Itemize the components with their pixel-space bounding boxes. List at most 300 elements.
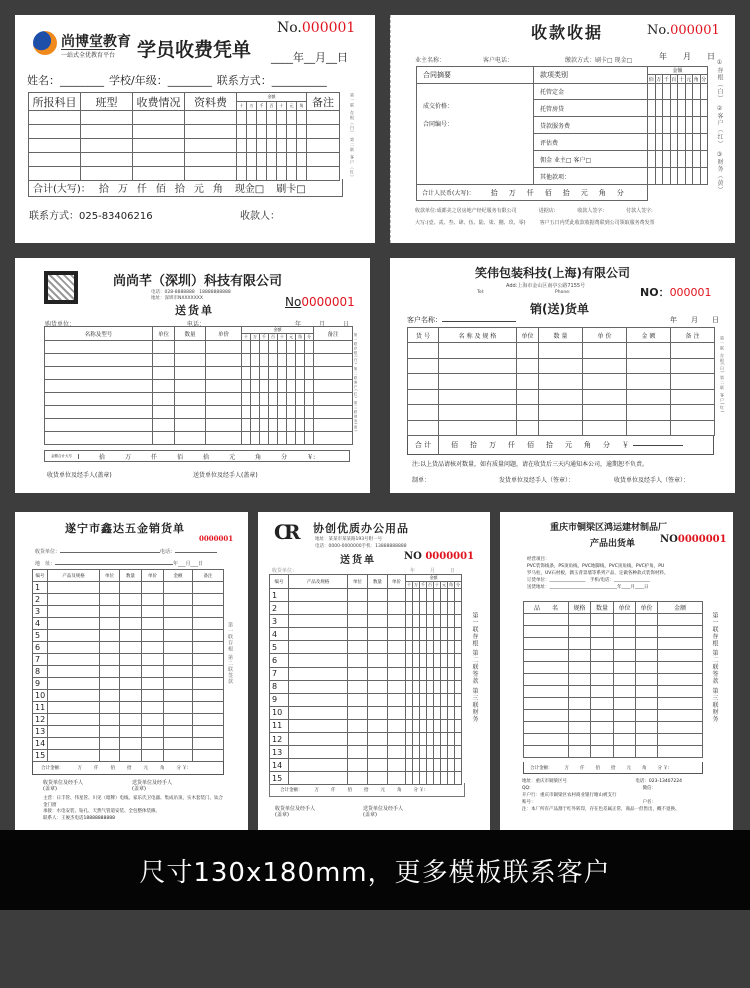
table-cell[interactable] bbox=[257, 111, 267, 125]
table-cell[interactable] bbox=[120, 630, 142, 642]
table-cell[interactable] bbox=[413, 693, 420, 706]
table-cell[interactable] bbox=[289, 733, 348, 746]
table-cell[interactable] bbox=[120, 702, 142, 714]
table-cell[interactable] bbox=[658, 686, 703, 698]
table-cell[interactable] bbox=[434, 706, 441, 719]
table-cell[interactable] bbox=[48, 666, 100, 678]
table-cell[interactable] bbox=[100, 654, 120, 666]
table-cell[interactable] bbox=[314, 406, 353, 419]
table-cell[interactable] bbox=[591, 722, 614, 734]
table-cell[interactable] bbox=[348, 641, 368, 654]
table-cell[interactable] bbox=[100, 702, 120, 714]
table-cell[interactable] bbox=[100, 738, 120, 750]
table-cell[interactable] bbox=[636, 614, 658, 626]
table-cell[interactable] bbox=[614, 746, 636, 758]
table-cell[interactable] bbox=[455, 654, 462, 667]
table-cell[interactable] bbox=[48, 678, 100, 690]
table-cell[interactable] bbox=[455, 719, 462, 732]
table-cell[interactable] bbox=[242, 419, 251, 432]
table-cell[interactable] bbox=[406, 602, 413, 615]
table-cell[interactable] bbox=[406, 680, 413, 693]
table-cell[interactable] bbox=[287, 380, 296, 393]
table-cell[interactable] bbox=[569, 722, 591, 734]
table-cell[interactable] bbox=[142, 750, 164, 762]
table-cell[interactable] bbox=[48, 594, 100, 606]
table-cell[interactable] bbox=[314, 380, 353, 393]
table-cell[interactable] bbox=[591, 710, 614, 722]
table-cell[interactable] bbox=[251, 380, 260, 393]
table-cell[interactable] bbox=[193, 750, 224, 762]
table-cell[interactable] bbox=[48, 726, 100, 738]
table-cell[interactable] bbox=[569, 614, 591, 626]
table-cell[interactable] bbox=[193, 582, 224, 594]
table-cell[interactable] bbox=[277, 125, 287, 139]
table-cell[interactable] bbox=[434, 759, 441, 772]
table-cell[interactable] bbox=[368, 602, 388, 615]
table-cell[interactable] bbox=[289, 667, 348, 680]
table-cell[interactable] bbox=[348, 654, 368, 667]
table-cell[interactable] bbox=[153, 393, 175, 406]
amount-cell[interactable] bbox=[655, 117, 663, 134]
table-cell[interactable] bbox=[388, 746, 406, 759]
table-cell[interactable] bbox=[289, 602, 348, 615]
table-cell[interactable] bbox=[175, 406, 206, 419]
table-cell[interactable] bbox=[524, 650, 569, 662]
table-cell[interactable] bbox=[591, 650, 614, 662]
table-cell[interactable] bbox=[257, 139, 267, 153]
table-cell[interactable] bbox=[636, 734, 658, 746]
table-cell[interactable] bbox=[671, 389, 715, 405]
table-cell[interactable] bbox=[539, 389, 583, 405]
table-cell[interactable] bbox=[636, 746, 658, 758]
table-cell[interactable] bbox=[671, 343, 715, 359]
table-cell[interactable] bbox=[368, 719, 388, 732]
table-cell[interactable] bbox=[278, 432, 287, 445]
table-cell[interactable] bbox=[636, 674, 658, 686]
table-cell[interactable] bbox=[671, 358, 715, 374]
table-cell[interactable] bbox=[305, 341, 314, 354]
table-cell[interactable] bbox=[175, 367, 206, 380]
table-cell[interactable] bbox=[517, 405, 539, 421]
table-cell[interactable] bbox=[524, 734, 569, 746]
table-cell[interactable] bbox=[175, 380, 206, 393]
amount-cell[interactable] bbox=[648, 84, 656, 100]
table-cell[interactable] bbox=[120, 690, 142, 702]
table-cell[interactable] bbox=[289, 641, 348, 654]
table-cell[interactable] bbox=[591, 614, 614, 626]
table-cell[interactable] bbox=[120, 606, 142, 618]
card-checkbox[interactable]: 刷卡□ bbox=[276, 184, 306, 195]
table-cell[interactable] bbox=[569, 626, 591, 638]
table-cell[interactable] bbox=[100, 618, 120, 630]
table-cell[interactable] bbox=[260, 354, 269, 367]
table-cell[interactable] bbox=[260, 367, 269, 380]
cash-checkbox[interactable]: 现金□ bbox=[234, 184, 265, 195]
amount-cell[interactable] bbox=[648, 134, 656, 151]
table-cell[interactable] bbox=[278, 354, 287, 367]
amount-cell[interactable] bbox=[663, 100, 671, 117]
table-cell[interactable] bbox=[297, 139, 307, 153]
table-cell[interactable] bbox=[388, 641, 406, 654]
table-cell[interactable] bbox=[441, 602, 448, 615]
table-cell[interactable] bbox=[269, 354, 278, 367]
table-cell[interactable] bbox=[524, 662, 569, 674]
table-cell[interactable] bbox=[455, 602, 462, 615]
table-cell[interactable] bbox=[242, 432, 251, 445]
table-cell[interactable] bbox=[427, 733, 434, 746]
table-cell[interactable] bbox=[247, 139, 257, 153]
table-cell[interactable] bbox=[348, 746, 368, 759]
table-cell[interactable] bbox=[348, 589, 368, 602]
table-cell[interactable] bbox=[153, 432, 175, 445]
table-cell[interactable] bbox=[583, 405, 627, 421]
table-cell[interactable] bbox=[569, 674, 591, 686]
amount-cell[interactable] bbox=[693, 84, 701, 100]
table-cell[interactable] bbox=[206, 393, 242, 406]
table-cell[interactable] bbox=[120, 594, 142, 606]
table-cell[interactable] bbox=[434, 602, 441, 615]
table-cell[interactable] bbox=[296, 406, 305, 419]
table-cell[interactable] bbox=[658, 710, 703, 722]
table-cell[interactable] bbox=[287, 139, 297, 153]
table-cell[interactable] bbox=[29, 111, 81, 125]
table-cell[interactable] bbox=[627, 405, 671, 421]
table-cell[interactable] bbox=[81, 153, 133, 167]
amount-cell[interactable] bbox=[670, 151, 678, 168]
table-cell[interactable] bbox=[305, 367, 314, 380]
table-cell[interactable] bbox=[420, 615, 427, 628]
table-cell[interactable] bbox=[420, 628, 427, 641]
table-cell[interactable] bbox=[406, 733, 413, 746]
table-cell[interactable] bbox=[658, 626, 703, 638]
amount-cell[interactable] bbox=[685, 134, 693, 151]
table-cell[interactable] bbox=[100, 606, 120, 618]
table-cell[interactable] bbox=[206, 367, 242, 380]
table-cell[interactable] bbox=[120, 618, 142, 630]
table-cell[interactable] bbox=[193, 726, 224, 738]
table-cell[interactable] bbox=[434, 746, 441, 759]
table-cell[interactable] bbox=[348, 628, 368, 641]
table-cell[interactable] bbox=[524, 698, 569, 710]
table-cell[interactable] bbox=[420, 667, 427, 680]
table-cell[interactable] bbox=[614, 626, 636, 638]
table-cell[interactable] bbox=[434, 680, 441, 693]
table-cell[interactable] bbox=[636, 650, 658, 662]
table-cell[interactable] bbox=[524, 614, 569, 626]
table-cell[interactable] bbox=[193, 678, 224, 690]
table-cell[interactable] bbox=[251, 393, 260, 406]
table-cell[interactable] bbox=[142, 738, 164, 750]
table-cell[interactable] bbox=[368, 680, 388, 693]
table-cell[interactable] bbox=[413, 759, 420, 772]
table-cell[interactable] bbox=[247, 125, 257, 139]
table-cell[interactable] bbox=[614, 734, 636, 746]
table-cell[interactable] bbox=[406, 759, 413, 772]
table-cell[interactable] bbox=[206, 419, 242, 432]
amount-cell[interactable] bbox=[678, 117, 686, 134]
table-cell[interactable] bbox=[408, 389, 439, 405]
table-cell[interactable] bbox=[29, 153, 81, 167]
table-cell[interactable] bbox=[406, 667, 413, 680]
table-cell[interactable] bbox=[517, 374, 539, 390]
table-cell[interactable] bbox=[406, 746, 413, 759]
table-cell[interactable] bbox=[260, 393, 269, 406]
table-cell[interactable] bbox=[242, 341, 251, 354]
amount-cell[interactable] bbox=[685, 168, 693, 185]
table-cell[interactable] bbox=[296, 432, 305, 445]
table-cell[interactable] bbox=[420, 733, 427, 746]
table-cell[interactable] bbox=[269, 432, 278, 445]
table-cell[interactable] bbox=[368, 628, 388, 641]
table-cell[interactable] bbox=[153, 419, 175, 432]
table-cell[interactable] bbox=[420, 719, 427, 732]
table-cell[interactable] bbox=[348, 719, 368, 732]
amount-cell[interactable] bbox=[685, 84, 693, 100]
table-cell[interactable] bbox=[305, 419, 314, 432]
table-cell[interactable] bbox=[164, 702, 193, 714]
table-cell[interactable] bbox=[427, 615, 434, 628]
table-cell[interactable] bbox=[314, 393, 353, 406]
table-cell[interactable] bbox=[441, 759, 448, 772]
table-cell[interactable] bbox=[251, 354, 260, 367]
table-cell[interactable] bbox=[420, 602, 427, 615]
table-cell[interactable] bbox=[569, 662, 591, 674]
table-cell[interactable] bbox=[120, 582, 142, 594]
amount-cell[interactable] bbox=[678, 151, 686, 168]
table-cell[interactable] bbox=[658, 614, 703, 626]
table-cell[interactable] bbox=[413, 628, 420, 641]
table-cell[interactable] bbox=[142, 678, 164, 690]
table-cell[interactable] bbox=[260, 406, 269, 419]
table-cell[interactable] bbox=[583, 389, 627, 405]
table-cell[interactable] bbox=[408, 358, 439, 374]
table-cell[interactable] bbox=[185, 139, 237, 153]
table-cell[interactable] bbox=[269, 341, 278, 354]
table-cell[interactable] bbox=[524, 626, 569, 638]
table-cell[interactable] bbox=[242, 367, 251, 380]
table-cell[interactable] bbox=[441, 641, 448, 654]
amount-cell[interactable] bbox=[700, 168, 708, 185]
table-cell[interactable] bbox=[247, 153, 257, 167]
table-cell[interactable] bbox=[287, 354, 296, 367]
table-cell[interactable] bbox=[267, 139, 277, 153]
table-cell[interactable] bbox=[569, 746, 591, 758]
table-cell[interactable] bbox=[193, 630, 224, 642]
table-cell[interactable] bbox=[278, 341, 287, 354]
table-cell[interactable] bbox=[434, 628, 441, 641]
table-cell[interactable] bbox=[29, 125, 81, 139]
table-cell[interactable] bbox=[120, 678, 142, 690]
amount-cell[interactable] bbox=[693, 168, 701, 185]
table-cell[interactable] bbox=[100, 630, 120, 642]
table-cell[interactable] bbox=[287, 419, 296, 432]
amount-cell[interactable] bbox=[693, 151, 701, 168]
table-cell[interactable] bbox=[427, 589, 434, 602]
table-cell[interactable] bbox=[420, 680, 427, 693]
table-cell[interactable] bbox=[237, 125, 247, 139]
table-cell[interactable] bbox=[658, 722, 703, 734]
table-cell[interactable] bbox=[193, 666, 224, 678]
table-cell[interactable] bbox=[251, 432, 260, 445]
table-cell[interactable] bbox=[448, 680, 455, 693]
table-cell[interactable] bbox=[305, 432, 314, 445]
table-cell[interactable] bbox=[120, 714, 142, 726]
table-cell[interactable] bbox=[434, 615, 441, 628]
table-cell[interactable] bbox=[434, 733, 441, 746]
amount-cell[interactable] bbox=[685, 100, 693, 117]
table-cell[interactable] bbox=[583, 374, 627, 390]
table-cell[interactable] bbox=[133, 111, 185, 125]
table-cell[interactable] bbox=[296, 419, 305, 432]
table-cell[interactable] bbox=[289, 706, 348, 719]
table-cell[interactable] bbox=[193, 618, 224, 630]
table-cell[interactable] bbox=[164, 726, 193, 738]
table-cell[interactable] bbox=[448, 602, 455, 615]
amount-cell[interactable] bbox=[670, 100, 678, 117]
table-cell[interactable] bbox=[627, 343, 671, 359]
table-cell[interactable] bbox=[48, 618, 100, 630]
table-cell[interactable] bbox=[142, 666, 164, 678]
table-cell[interactable] bbox=[413, 680, 420, 693]
table-cell[interactable] bbox=[45, 406, 153, 419]
table-cell[interactable] bbox=[164, 594, 193, 606]
table-cell[interactable] bbox=[348, 693, 368, 706]
table-cell[interactable] bbox=[406, 693, 413, 706]
table-cell[interactable] bbox=[427, 693, 434, 706]
amount-cell[interactable] bbox=[655, 134, 663, 151]
table-cell[interactable] bbox=[296, 367, 305, 380]
table-cell[interactable] bbox=[287, 432, 296, 445]
amount-cell[interactable] bbox=[655, 100, 663, 117]
table-cell[interactable] bbox=[164, 618, 193, 630]
table-cell[interactable] bbox=[260, 419, 269, 432]
table-cell[interactable] bbox=[287, 367, 296, 380]
table-cell[interactable] bbox=[420, 746, 427, 759]
table-cell[interactable] bbox=[153, 367, 175, 380]
table-cell[interactable] bbox=[153, 380, 175, 393]
amount-cell[interactable] bbox=[700, 100, 708, 117]
table-cell[interactable] bbox=[45, 419, 153, 432]
table-cell[interactable] bbox=[388, 615, 406, 628]
table-cell[interactable] bbox=[267, 153, 277, 167]
table-cell[interactable] bbox=[614, 674, 636, 686]
table-cell[interactable] bbox=[388, 628, 406, 641]
table-cell[interactable] bbox=[296, 393, 305, 406]
table-cell[interactable] bbox=[441, 615, 448, 628]
table-cell[interactable] bbox=[48, 642, 100, 654]
table-cell[interactable] bbox=[408, 420, 439, 436]
table-cell[interactable] bbox=[133, 125, 185, 139]
table-cell[interactable] bbox=[539, 374, 583, 390]
table-cell[interactable] bbox=[448, 641, 455, 654]
table-cell[interactable] bbox=[413, 615, 420, 628]
table-cell[interactable] bbox=[420, 589, 427, 602]
table-cell[interactable] bbox=[368, 589, 388, 602]
table-cell[interactable] bbox=[368, 706, 388, 719]
amount-cell[interactable] bbox=[693, 100, 701, 117]
table-cell[interactable] bbox=[569, 734, 591, 746]
amount-cell[interactable] bbox=[700, 134, 708, 151]
table-cell[interactable] bbox=[153, 406, 175, 419]
table-cell[interactable] bbox=[441, 746, 448, 759]
table-cell[interactable] bbox=[193, 594, 224, 606]
table-cell[interactable] bbox=[569, 698, 591, 710]
table-cell[interactable] bbox=[48, 738, 100, 750]
table-cell[interactable] bbox=[439, 343, 517, 359]
table-cell[interactable] bbox=[100, 678, 120, 690]
table-cell[interactable] bbox=[164, 582, 193, 594]
table-cell[interactable] bbox=[455, 759, 462, 772]
amount-cell[interactable] bbox=[700, 151, 708, 168]
table-cell[interactable] bbox=[524, 686, 569, 698]
table-cell[interactable] bbox=[517, 389, 539, 405]
amount-cell[interactable] bbox=[678, 168, 686, 185]
table-cell[interactable] bbox=[627, 420, 671, 436]
table-cell[interactable] bbox=[413, 706, 420, 719]
table-cell[interactable] bbox=[671, 420, 715, 436]
table-cell[interactable] bbox=[658, 650, 703, 662]
table-cell[interactable] bbox=[142, 714, 164, 726]
table-cell[interactable] bbox=[100, 642, 120, 654]
table-cell[interactable] bbox=[269, 367, 278, 380]
table-cell[interactable] bbox=[636, 638, 658, 650]
table-cell[interactable] bbox=[277, 153, 287, 167]
table-cell[interactable] bbox=[658, 698, 703, 710]
table-cell[interactable] bbox=[247, 111, 257, 125]
table-cell[interactable] bbox=[267, 125, 277, 139]
table-cell[interactable] bbox=[193, 738, 224, 750]
table-cell[interactable] bbox=[434, 719, 441, 732]
table-cell[interactable] bbox=[406, 719, 413, 732]
table-cell[interactable] bbox=[420, 706, 427, 719]
table-cell[interactable] bbox=[348, 759, 368, 772]
table-cell[interactable] bbox=[591, 638, 614, 650]
table-cell[interactable] bbox=[48, 690, 100, 702]
table-cell[interactable] bbox=[142, 654, 164, 666]
table-cell[interactable] bbox=[448, 615, 455, 628]
table-cell[interactable] bbox=[408, 374, 439, 390]
table-cell[interactable] bbox=[439, 405, 517, 421]
table-cell[interactable] bbox=[591, 746, 614, 758]
table-cell[interactable] bbox=[388, 706, 406, 719]
table-cell[interactable] bbox=[455, 641, 462, 654]
table-cell[interactable] bbox=[242, 354, 251, 367]
table-cell[interactable] bbox=[455, 693, 462, 706]
table-cell[interactable] bbox=[427, 706, 434, 719]
table-cell[interactable] bbox=[120, 750, 142, 762]
table-cell[interactable] bbox=[388, 680, 406, 693]
table-cell[interactable] bbox=[614, 722, 636, 734]
table-cell[interactable] bbox=[251, 419, 260, 432]
amount-cell[interactable] bbox=[655, 168, 663, 185]
table-cell[interactable] bbox=[368, 654, 388, 667]
table-cell[interactable] bbox=[100, 690, 120, 702]
table-cell[interactable] bbox=[448, 733, 455, 746]
table-cell[interactable] bbox=[539, 343, 583, 359]
table-cell[interactable] bbox=[185, 111, 237, 125]
amount-cell[interactable] bbox=[670, 117, 678, 134]
table-cell[interactable] bbox=[278, 380, 287, 393]
table-cell[interactable] bbox=[591, 674, 614, 686]
table-cell[interactable] bbox=[278, 367, 287, 380]
student-fee-receipt-template[interactable] bbox=[15, 15, 375, 243]
table-cell[interactable] bbox=[368, 667, 388, 680]
table-cell[interactable] bbox=[455, 628, 462, 641]
delivery-note-template-shenzhen[interactable] bbox=[15, 258, 370, 493]
table-cell[interactable] bbox=[269, 393, 278, 406]
amount-cell[interactable] bbox=[693, 117, 701, 134]
table-cell[interactable] bbox=[441, 667, 448, 680]
